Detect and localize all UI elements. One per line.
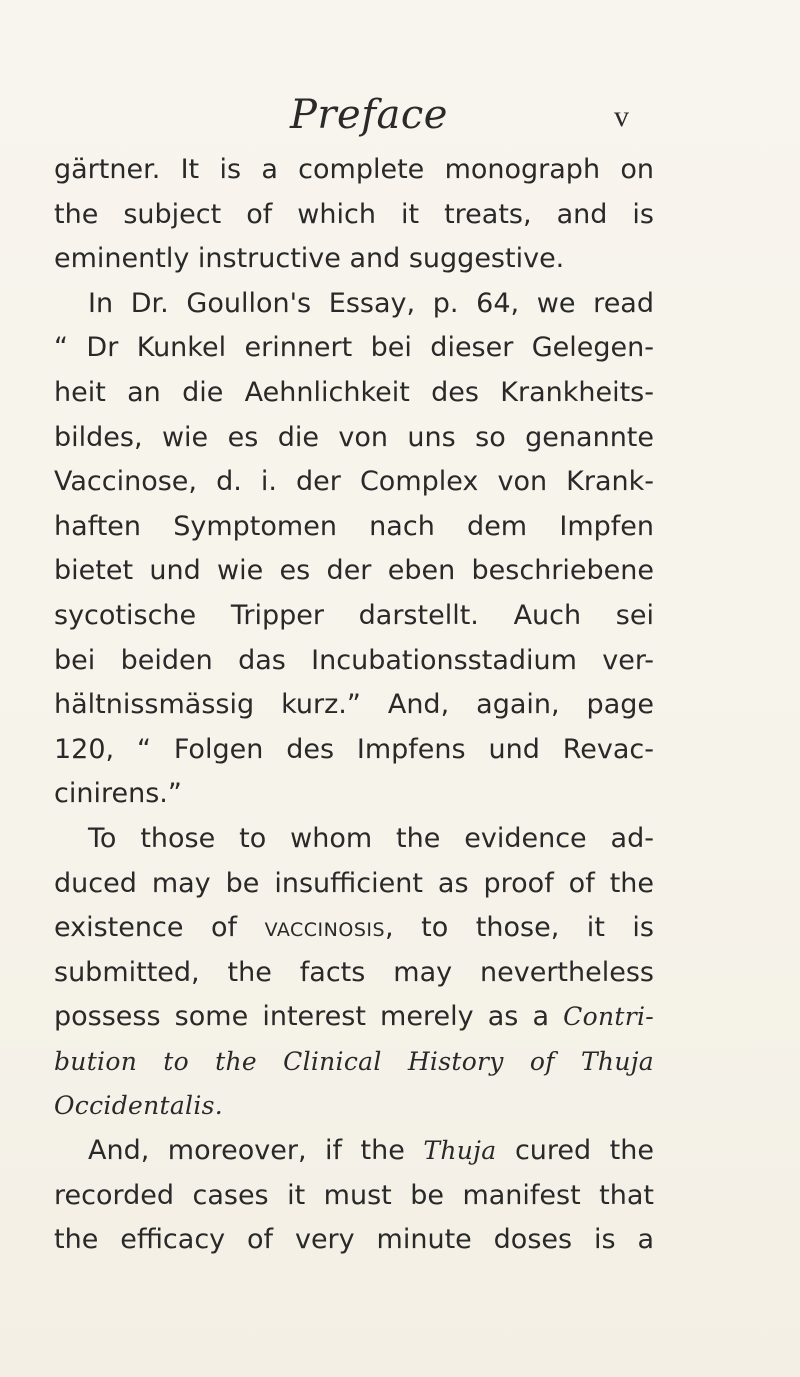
text-line: Vaccinose, d. i. der Complex von Krank- bbox=[54, 466, 654, 498]
text-segment: existence of bbox=[54, 912, 238, 944]
body-text bbox=[54, 148, 654, 1338]
text-line: bietet und wie es der eben beschriebene bbox=[54, 555, 654, 587]
text-segment: cured the bbox=[514, 1135, 654, 1167]
running-title: Preface bbox=[290, 92, 448, 138]
italic-title-line: bution to the Clinical History of Thuja bbox=[54, 1046, 654, 1076]
text-line: haften Symptomen nach dem Impfen bbox=[54, 510, 654, 542]
text-line: gärtner. It is a complete monograph on bbox=[54, 154, 654, 185]
text-line: hältnissmässig kurz.” And, again, page bbox=[54, 689, 654, 721]
text-line bbox=[54, 906, 654, 951]
italic-term: Thuja bbox=[423, 1136, 497, 1166]
text-line: heit an die Aehnlichkeit des Krankheits- bbox=[54, 376, 654, 408]
text-line: bei beiden das Incubationsstadium ver- bbox=[54, 644, 654, 676]
text-line bbox=[54, 995, 654, 1040]
text-line: To those to whom the evidence ad- bbox=[88, 822, 654, 854]
running-head bbox=[0, 92, 800, 152]
text-line: cinirens.” bbox=[54, 778, 182, 810]
small-caps-term: vaccinosis bbox=[264, 912, 386, 944]
text-line: eminently instructive and suggestive. bbox=[54, 243, 565, 275]
text-line: submitted, the facts may nevertheless bbox=[54, 956, 654, 988]
text-line: “ Dr Kunkel erinnert bei dieser Gelegen- bbox=[54, 332, 654, 364]
italic-title-line: Occidentalis. bbox=[54, 1091, 224, 1121]
text-segment: possess some interest merely as a bbox=[54, 1001, 550, 1033]
text-line bbox=[54, 1129, 654, 1174]
text-segment: And, moreover, if the bbox=[88, 1135, 405, 1167]
text-line: In Dr. Goullon's Essay, p. 64, we read bbox=[88, 287, 654, 319]
text-line: recorded cases it must be manifest that bbox=[54, 1179, 654, 1211]
text-line: the efficacy of very minute doses is a bbox=[54, 1224, 654, 1256]
text-line: sycotische Tripper darstellt. Auch sei bbox=[54, 599, 654, 631]
text-line: 120, “ Folgen des Impfens und Revac- bbox=[54, 733, 654, 765]
italic-title: Contri- bbox=[563, 1002, 654, 1032]
text-line: bildes, wie es die von uns so genannte bbox=[54, 421, 654, 453]
page-number: v bbox=[614, 100, 629, 133]
text-line: duced may be insufficient as proof of the bbox=[54, 867, 654, 899]
text-line: the subject of which it treats, and is bbox=[54, 198, 654, 230]
text-segment: , to those, it is bbox=[385, 912, 655, 944]
